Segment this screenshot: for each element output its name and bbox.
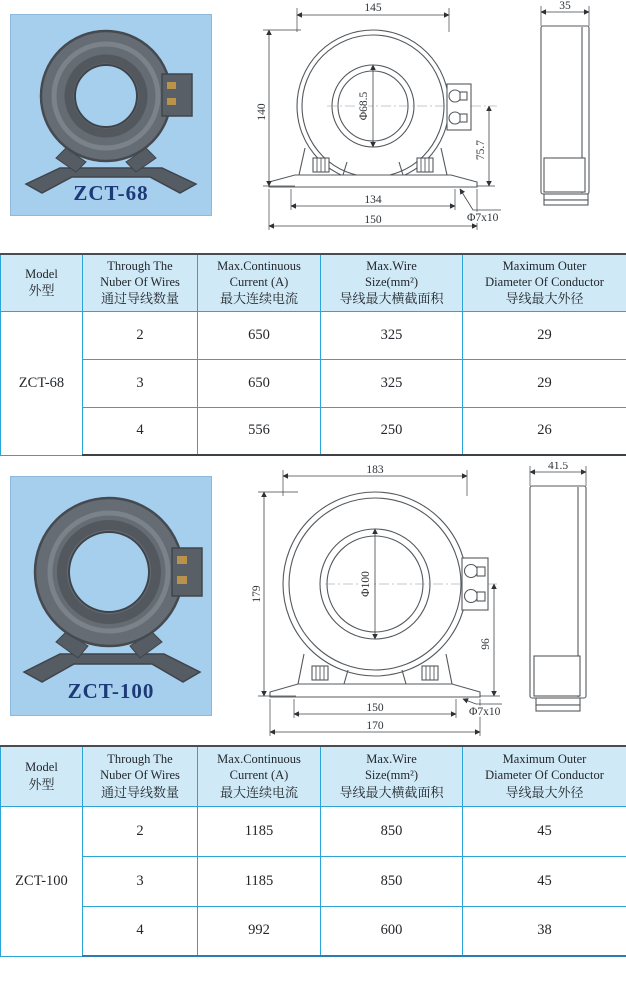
zct100-side-terminal [534,656,580,696]
zct100-screw-1 [465,565,478,578]
zct68-base-plate [269,175,477,187]
zct68-ring-hole [75,65,137,127]
cell-current: 556 [198,407,321,455]
cell-current: 650 [198,311,321,359]
cell-wires: 2 [83,311,198,359]
zct100-ring-hole [69,532,149,612]
cell-diameter: 45 [463,806,626,856]
cell-diameter: 45 [463,856,626,906]
cell-size: 250 [321,407,463,455]
zct100-product-photo [10,476,212,716]
zct68-dim-side-width: 35 [559,0,571,12]
zct68-front-view-drawing [255,0,510,250]
cell-current: 1185 [198,806,321,856]
cell-diameter: 38 [463,906,626,956]
cell-wires: 2 [83,806,198,856]
zct68-dim-inner-diameter: Φ68.5 [358,91,370,121]
zct68-side-strip-1 [544,194,588,200]
header-model: Model 外型 [1,746,83,806]
zct100-leg-line-left2 [344,670,348,684]
zct68-terminal-contact-2 [167,98,176,105]
zct100-terminal-contact-2 [177,576,187,584]
cell-size: 850 [321,806,463,856]
zct68-side-strip-2 [544,200,588,205]
zct68-dim-height: 140 [256,103,268,121]
zct68-product-photo [10,14,212,216]
zct100-terminal-contact-1 [177,556,187,564]
zct100-dim-outer-base-width: 170 [366,720,384,732]
cell-diameter: 29 [463,359,626,407]
zct68-side-terminal [544,158,585,192]
zct68-screw-2 [449,112,461,124]
table-row [1,906,626,956]
table-header-row [1,746,626,806]
table-row [1,311,626,359]
cell-diameter: 29 [463,311,626,359]
zct68-product-label: ZCT-68 [73,181,149,205]
cell-size: 325 [321,359,463,407]
zct100-base-plate [270,684,480,697]
zct100-dim-inner-base-width: 150 [366,702,384,714]
zct68-side-view-drawing [525,0,625,250]
header-wire-size: Max.Wire Size(mm²) 导线最大横截面积 [321,746,463,806]
zct100-side-view-drawing [510,462,626,742]
cell-diameter: 26 [463,407,626,455]
zct68-dim-terminal-height: 75.7 [475,139,487,161]
zct100-dim-top-width: 183 [366,464,384,476]
zct100-leg-line-right2 [402,670,406,684]
zct100-leg-line-right [446,654,452,684]
table-row [1,856,626,906]
zct100-side-strip-1 [536,698,580,705]
table-row [1,806,626,856]
zct100-stand-feet [24,654,200,682]
zct68-screw-1-shaft [460,92,467,100]
zct100-screw-1-shaft [477,567,485,576]
cell-wires: 3 [83,856,198,906]
zct68-hatch-right [417,158,433,172]
cell-current: 992 [198,906,321,956]
table-row [1,407,626,455]
zct100-dim-height: 179 [251,585,263,603]
header-model: Model 外型 [1,254,83,311]
cell-current: 650 [198,359,321,407]
zct100-screw-2 [465,590,478,603]
zct100-front-view-drawing [250,462,510,742]
zct100-dim-inner-diameter: Φ100 [360,571,372,597]
cell-size: 600 [321,906,463,956]
zct68-terminal-block [162,74,192,116]
zct100-side-strip-2 [536,705,580,711]
zct68-leg-line-left [299,148,305,175]
header-wire-size: Max.Wire Size(mm²) 导线最大横截面积 [321,254,463,311]
zct68-leg-line-right [441,148,447,175]
zct100-hatch-left [312,666,328,680]
zct100-leg-line-left [298,654,304,684]
zct100-product-label: ZCT-100 [67,679,155,703]
table-header-row [1,254,626,311]
header-wires: Through The Nuber Of Wires 通过导线数量 [83,254,198,311]
cell-wires: 4 [83,906,198,956]
header-current: Max.Continuous Current (A) 最大连续电流 [198,746,321,806]
zct100-dim-terminal-height: 96 [480,638,492,650]
zct68-dim-top-width: 145 [364,2,382,14]
zct68-leg-line-left2 [343,162,347,175]
header-conductor-diameter: Maximum Outer Diameter Of Conductor 导线最大外径 [463,254,626,311]
zct68-spec-table [0,253,626,456]
model-cell: ZCT-68 [1,311,83,455]
zct68-hatch-left [313,158,329,172]
zct68-screw-1 [449,90,461,102]
zct100-hatch-right [422,666,438,680]
header-current: Max.Continuous Current (A) 最大连续电流 [198,254,321,311]
zct100-spec-table [0,745,626,957]
zct68-leg-line-right2 [399,162,403,175]
zct68-dim-outer-base-width: 150 [364,214,382,226]
zct68-terminal-contact-1 [167,82,176,89]
zct68-screw-2-shaft [460,114,467,122]
zct100-screw-2-shaft [477,592,485,601]
cell-size: 325 [321,311,463,359]
zct68-dim-hole-callout: Φ7x10 [467,212,499,224]
header-wires: Through The Nuber Of Wires 通过导线数量 [83,746,198,806]
cell-current: 1185 [198,856,321,906]
cell-wires: 3 [83,359,198,407]
zct100-terminal-block [172,548,202,596]
header-conductor-diameter: Maximum Outer Diameter Of Conductor 导线最大外径 [463,746,626,806]
zct100-dim-side-width: 41.5 [547,462,569,472]
cell-wires: 4 [83,407,198,455]
cell-size: 850 [321,856,463,906]
zct68-dim-inner-base-width: 134 [364,194,382,206]
zct100-dim-hole-callout: Φ7x10 [469,706,501,718]
table-row [1,359,626,407]
model-cell: ZCT-100 [1,806,83,956]
